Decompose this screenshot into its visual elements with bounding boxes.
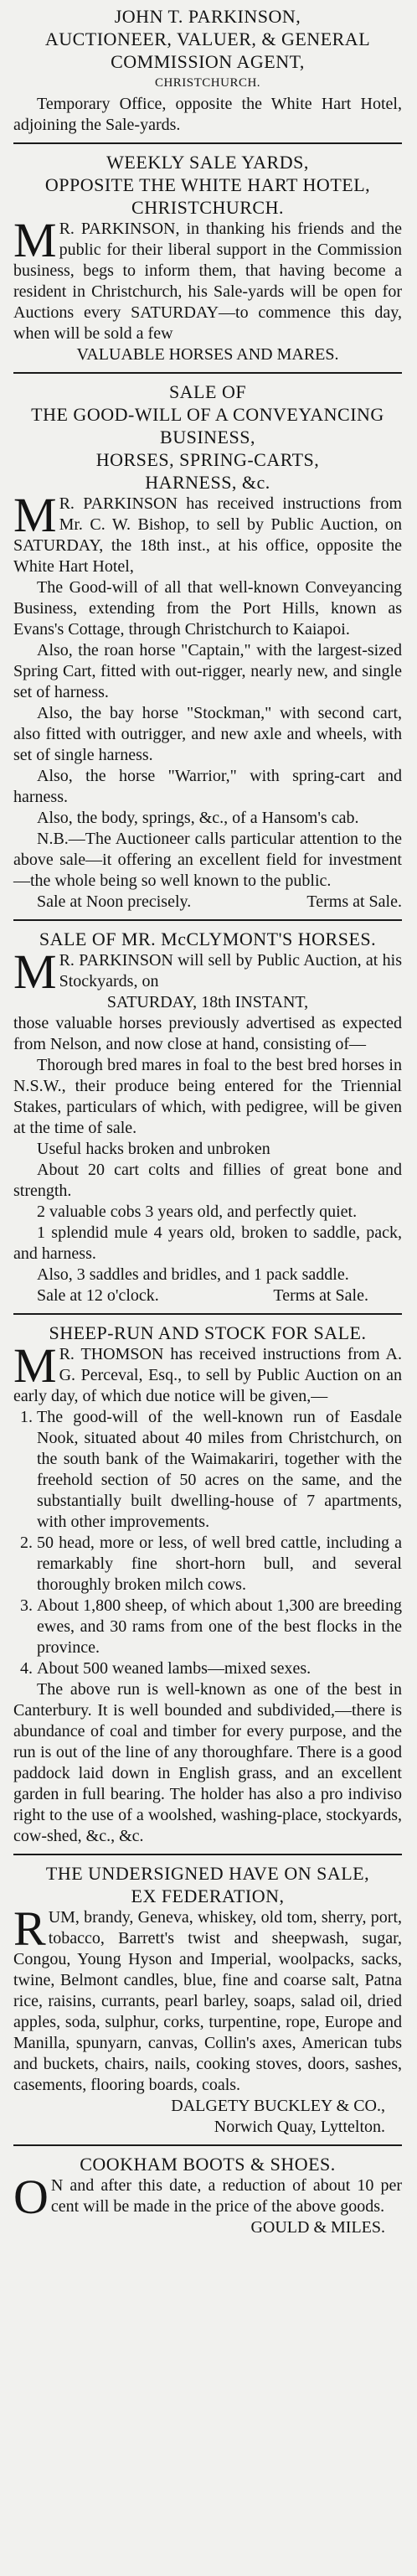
sale-terms-row: [13, 892, 402, 913]
ad-paragraph: MR. PARKINSON will sell by Public Auction, at his Stockyards, on: [13, 944, 402, 999]
ad-name: JOHN T. PARKINSON,: [114, 6, 301, 27]
ad-heading: SALE OF MR. McCLYMONT'S HORSES.: [39, 928, 377, 949]
ad-footer: VALUABLE HORSES AND MARES.: [76, 345, 339, 364]
ad-role-line1: AUCTIONEER, VALUER, & GENERAL: [44, 28, 371, 49]
ad-paragraph: About 20 cart colts and fillies of great bone and strength.: [13, 1161, 402, 1200]
weekly-sale-yards-ad: [13, 151, 402, 365]
cookham-boots-ad: [13, 2153, 402, 2238]
sale-terms: Terms at Sale.: [273, 1286, 368, 1305]
sale-time: Sale at Noon precisely.: [37, 892, 192, 911]
ad-signature: DALGETY BUCKLEY & CO.,: [171, 2097, 385, 2115]
ad-paragraph: 2 valuable cobs 3 years old, and perfectly quiet.: [37, 1203, 358, 1221]
ad-paragraph: Thorough bred mares in foal to the best bred horses in N.S.W., their produce being entered for the Triennial Stakes, particulars of which, with pedigree, will be given at the time of sale.: [13, 1056, 402, 1137]
ad-body: RUM, brandy, Geneva, whiskey, old tom, sherry, port, tobacco, Barrett's twist and sheepwash, sugar, Congou, Young Hyson and Imperial, woolpacks, sacks, twine, Belmont candles, blue, fine and coarse salt, Patna rice, raisins, currants, pearl barley, soaps, salad oil, dried apples, soda, sulphur, corks, turpentine, rope, Europe and Manilla, spunyarn, canvas, Collin's axes, American tubs and buckets, chairs, nails, cooking stoves, doors, sashes, casements, flooring boards, coals.: [13, 1901, 402, 2094]
ad-paragraph: The Good-will of all that well-known Conveyancing Business, extending from the Port Hills, known as Evans's Cottage, through Christchurch to Kaiapoi.: [13, 578, 402, 639]
ad-body: ON and after this date, a reduction of about 10 per cent will be made in the price of the above goods.: [13, 2170, 402, 2224]
ad-paragraph: those valuable horses previously advertised as expected from Nelson, and now close at hand, consisting of—: [13, 1014, 402, 1053]
sale-items-list: [13, 1407, 402, 1679]
divider: [13, 142, 402, 144]
conveyancing-business-sale-ad: [13, 380, 402, 913]
divider: [13, 372, 402, 374]
ad-body: Temporary Office, opposite the White Hart Hotel, adjoining the Sale-yards.: [13, 95, 402, 134]
ad-heading: HARNESS, &c.: [145, 472, 270, 493]
ad-heading: CHRISTCHURCH.: [131, 197, 284, 218]
mcclymont-horses-sale-ad: [13, 928, 402, 1306]
ad-heading: THE UNDERSIGNED HAVE ON SALE,: [45, 1863, 370, 1884]
ad-role-line2: COMMISSION AGENT,: [111, 51, 305, 72]
ad-body: MR. PARKINSON, in thanking his friends and the public for their liberal support in the Commission business, begs to inform them, that having become a resident in Christchurch, his Sale-yards will be open for Auctions every SATURDAY—to commence this day, when will be sold a few: [13, 213, 402, 343]
ad-place: CHRISTCHURCH.: [154, 76, 261, 90]
ad-paragraph: MR. THOMSON has received instructions from A. G. Perceval, Esq., to sell by Public Auction on an early day, of which due notice will be given,—: [13, 1338, 402, 1405]
ad-heading: SHEEP-RUN AND STOCK FOR SALE.: [49, 1322, 367, 1343]
ad-paragraph: Useful hacks broken and unbroken: [37, 1140, 270, 1158]
ad-address: Norwich Quay, Lyttelton.: [214, 2118, 385, 2136]
ad-heading: SALE OF: [168, 381, 247, 402]
list-item: 3. About 1,800 sheep, of which about 1,300 are breeding ewes, and 30 rams from one of the best flocks in the province.: [37, 1596, 402, 1658]
ad-paragraph: Also, the horse "Warrior," with spring-cart and harness.: [13, 767, 402, 806]
dalgety-buckley-goods-ad: [13, 1862, 402, 2138]
ad-heading: BUSINESS,: [160, 427, 255, 447]
ad-heading: OPPOSITE THE WHITE HART HOTEL,: [44, 174, 371, 195]
sale-time: Sale at 12 o'clock.: [37, 1286, 159, 1305]
ad-paragraph: MR. PARKINSON has received instructions from Mr. C. W. Bishop, to sell by Public Auction, on SATURDAY, the 18th inst., at his office, opposite the White Hart Hotel,: [13, 488, 402, 576]
ad-paragraph: Also, the roan horse "Captain," with the largest-sized Spring Cart, fitted with out-rigger, nearly new, and single set of harness.: [13, 641, 402, 701]
sale-terms: Terms at Sale.: [306, 892, 402, 911]
ad-heading: COOKHAM BOOTS & SHOES.: [80, 2154, 336, 2175]
ad-paragraph: Also, the body, springs, &c., of a Hansom's cab.: [37, 809, 359, 827]
list-item: 2. 50 head, more or less, of well bred cattle, including a remarkably fine short-horn bull, and several thoroughly broken milch cows.: [37, 1533, 402, 1596]
ad-heading: THE GOOD-WILL OF A CONVEYANCING: [31, 404, 384, 425]
list-item: 4. About 500 weaned lambs—mixed sexes.: [37, 1658, 402, 1679]
sale-terms-row: [13, 1285, 402, 1306]
ad-signature: GOULD & MILES.: [250, 2218, 385, 2237]
list-item: 1. The good-will of the well-known run of Easdale Nook, situated about 40 miles from Christchurch, on the south bank of the Waimakariri, together with the freehold section of 50 acres on the same, and the substantially built dwelling-house of 7 apartments, with other improvements.: [37, 1407, 402, 1533]
ad-paragraph: 1 splendid mule 4 years old, broken to saddle, pack, and harness.: [13, 1223, 402, 1263]
ad-paragraph: N.B.—The Auctioneer calls particular attention to the above sale—it offering an excellent field for investment—the whole being so well known to the public.: [13, 830, 402, 890]
divider: [13, 1854, 402, 1855]
parkinson-auctioneer-ad: [13, 5, 402, 136]
ad-paragraph: Also, the bay horse "Stockman," with second cart, also fitted with outrigger, and new axle and wheels, with set of single harness.: [13, 704, 402, 764]
ad-heading: EX FEDERATION,: [131, 1885, 285, 1906]
sale-date: SATURDAY, 18th INSTANT,: [106, 993, 309, 1011]
divider: [13, 919, 402, 921]
ad-heading: WEEKLY SALE YARDS,: [106, 152, 309, 173]
ad-heading: HORSES, SPRING-CARTS,: [95, 449, 320, 470]
ad-paragraph: The above run is well-known as one of the best in Canterbury. It is well bounded and subdivided,—there is abundance of coal and timber for every purpose, and the run is out of the line of any thoroughfare. There is a good paddock laid down in English grass, and an excellent garden in full bearing. The holder has also a pro indiviso right to the use of a woolshed, washing-place, stockyards, cow-shed, &c., &c.: [13, 1680, 402, 1845]
sheep-run-sale-ad: [13, 1322, 402, 1847]
divider: [13, 1313, 402, 1315]
ad-paragraph: Also, 3 saddles and bridles, and 1 pack saddle.: [37, 1265, 349, 1284]
divider: [13, 2144, 402, 2146]
